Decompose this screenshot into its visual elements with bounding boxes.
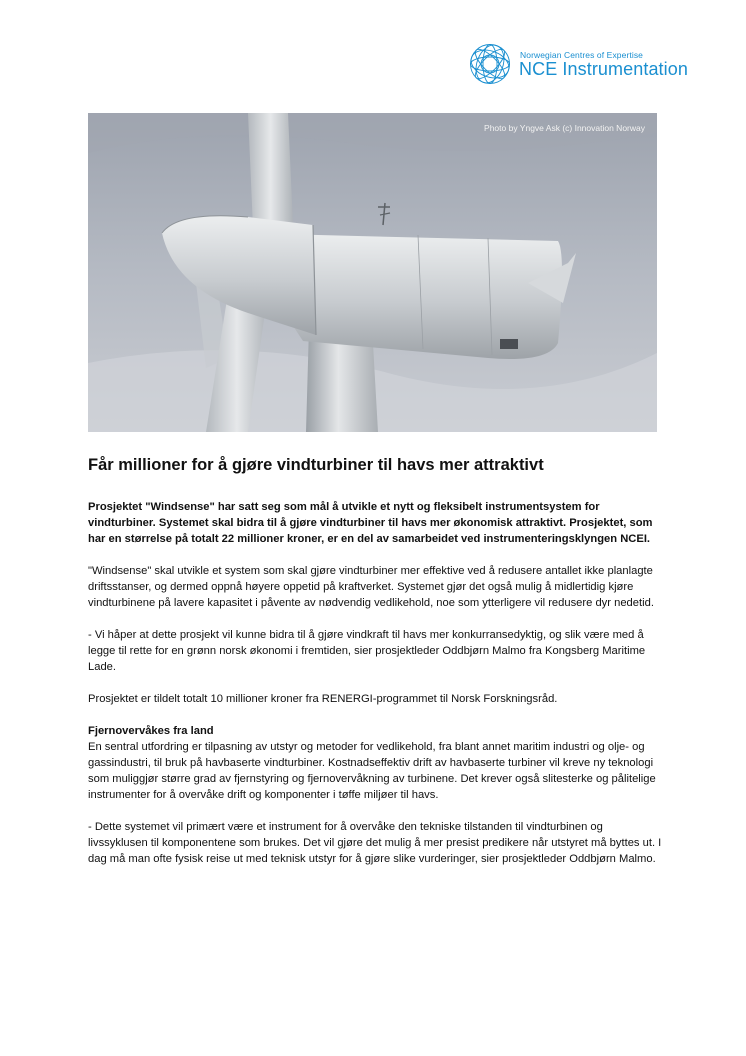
body-paragraph-4: En sentral utfordring er tilpasning av utstyr og metoder for vedlikehold, fra blant annet maritim industri og olje- og gassindustri, til bruk på havbaserte vindturbiner. Kostnadseffektiv drift av havbaserte turbiner vil kreve ny teknologi som muliggjør større grad av fjernstyring og fjernovervåkning av turbinene. Det krever også slitesterke og pålitelige instrumenter for å overvåke drift og komponenter i tøffe miljøer til havs. bbox=[88, 741, 656, 801]
photo-credit: Photo by Yngve Ask (c) Innovation Norway bbox=[484, 123, 645, 133]
nce-instrumentation-logo bbox=[468, 42, 708, 88]
body-paragraph-2: - Vi håper at dette prosjekt vil kunne bidra til å gjøre vindkraft til havs mer konkurransedyktig, og slik være med å legge til rette for en grønn norsk økonomi i fremtiden, sier prosjektleder Oddbjørn Malmo fra Kongsberg Maritime Lade. bbox=[88, 629, 646, 673]
logo-subtitle: Norwegian Centres of Expertise bbox=[520, 50, 643, 60]
body-paragraph-1: "Windsense" skal utvikle et system som skal gjøre vindturbiner mer effektive ved å redusere antallet ikke planlagte driftsstanser, og dermed oppnå høyere oppetid på kraftverket. Systemet gjør det også mulig å midlertidig kjøre vindturbinene på lavere kapasitet i påvente av nødvendig vedlikehold, noe som ytterligere vil redusere dyr nedetid. bbox=[88, 565, 654, 609]
body-paragraph-3: Prosjektet er tildelt totalt 10 millioner kroner fra RENERGI-programmet til Norsk Forskningsråd. bbox=[88, 693, 558, 705]
body-paragraph-5: - Dette systemet vil primært være et instrument for å overvåke den tekniske tilstanden til vindturbinen og livssyklusen til komponentene som brukes. Det vil gjøre det mulig å mer presist predikere når utstyret må byttes ut. I dag må man ofte fysisk reise ut med teknisk utstyr for å gjøre slike vurderinger, sier prosjektleder Oddbjørn Malmo. bbox=[88, 821, 662, 865]
section-fjernovervaakes bbox=[88, 723, 662, 803]
logo-title: NCE Instrumentation bbox=[519, 59, 688, 79]
section-heading: Fjernovervåkes fra land bbox=[88, 725, 214, 737]
nce-globe-icon bbox=[468, 42, 512, 86]
lead-paragraph: Prosjektet "Windsense" har satt seg som mål å utvikle et nytt og fleksibelt instrumentsystem for vindturbiner. Systemet skal bidra til å gjøre vindturbiner til havs mer økonomisk attraktivt. Prosjektet, som har en størrelse på totalt 22 millioner kroner, er en del av samarbeidet ved instrumenteringsklyngen NCEI. bbox=[88, 501, 653, 545]
article-headline: Får millioner for å gjøre vindturbiner til havs mer attraktivt bbox=[88, 456, 544, 474]
article-body bbox=[88, 499, 662, 883]
wind-turbine-image bbox=[88, 113, 657, 432]
